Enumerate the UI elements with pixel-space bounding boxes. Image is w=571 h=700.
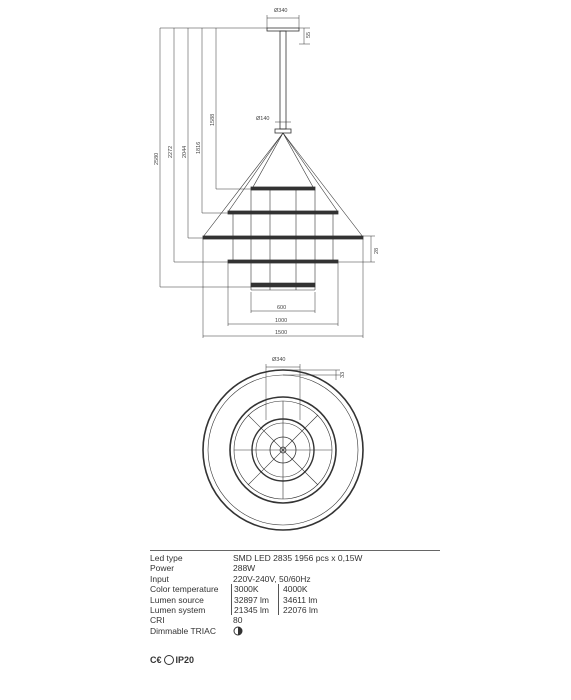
dim-top-diameter: Ø340	[274, 8, 288, 14]
dim-height-5: 1588	[210, 113, 216, 126]
spec-value-4000k: 4000K	[278, 584, 308, 594]
dimmer-icon	[233, 626, 243, 636]
dim-width-small: 600	[277, 305, 287, 311]
spec-label: Input	[150, 573, 169, 584]
dim-height-4: 1816	[196, 141, 202, 154]
spec-row-dimmable	[150, 626, 440, 636]
certifications	[150, 655, 194, 665]
spec-row-color-temperature	[150, 584, 440, 594]
spec-row-input	[150, 574, 440, 584]
dim-height-total: 2580	[154, 152, 160, 165]
recycle-icon	[164, 655, 174, 665]
spec-value-3000k: 32897 lm	[231, 595, 278, 605]
spec-table	[150, 550, 440, 636]
spec-label: Color temperature	[150, 584, 219, 595]
ip-rating: IP20	[175, 655, 195, 665]
canopy	[267, 28, 299, 31]
dim-mid-diameter: Ø140	[256, 116, 270, 122]
height-dimension-lines	[160, 15, 375, 338]
dim-width-large: 1500	[275, 330, 288, 336]
dim-plan-height: 33	[340, 371, 346, 378]
dim-width-mid: 1000	[275, 318, 288, 324]
spec-value-3000k: 21345 lm	[231, 605, 278, 615]
spec-label: Dimmable TRIAC	[150, 625, 216, 636]
ce-mark-icon: C€	[150, 655, 162, 665]
spec-value: 80	[233, 615, 243, 626]
rod-fitting	[275, 129, 291, 133]
spec-value: 288W	[233, 563, 256, 574]
dim-top-height: 55	[306, 31, 312, 38]
spec-label: Power	[150, 563, 175, 574]
spec-row-power	[150, 563, 440, 573]
inner-frame	[233, 190, 333, 290]
spec-label: Lumen source	[150, 594, 204, 605]
suspension-cables	[203, 133, 363, 237]
dim-plan-diameter: Ø340	[272, 357, 286, 363]
suspension-rod	[280, 31, 286, 129]
plan-view	[203, 364, 363, 530]
ring-small	[251, 187, 315, 190]
spec-label: CRI	[150, 615, 165, 626]
spec-row-lumen-source	[150, 595, 440, 605]
spec-value-4000k: 34611 lm	[278, 595, 317, 605]
spec-value-4000k: 22076 lm	[278, 605, 318, 615]
spec-value: SMD LED 2835 1956 pcs x 0,15W	[233, 553, 363, 563]
spec-value: 220V-240V, 50/60Hz	[233, 573, 311, 584]
ring-medium	[228, 211, 338, 214]
dim-height-2: 2272	[168, 145, 174, 158]
spec-label: Led type	[150, 553, 183, 563]
ring-large	[203, 236, 363, 239]
spec-value-3000k: 3000K	[231, 584, 278, 594]
spec-label: Lumen system	[150, 604, 206, 615]
spec-row-cri	[150, 615, 440, 625]
spec-row-lumen-system	[150, 605, 440, 615]
dim-ring-height: 28	[374, 247, 380, 254]
ring-lower	[228, 260, 338, 263]
spec-row-led-type	[150, 553, 440, 563]
dim-height-3: 2044	[182, 145, 188, 158]
